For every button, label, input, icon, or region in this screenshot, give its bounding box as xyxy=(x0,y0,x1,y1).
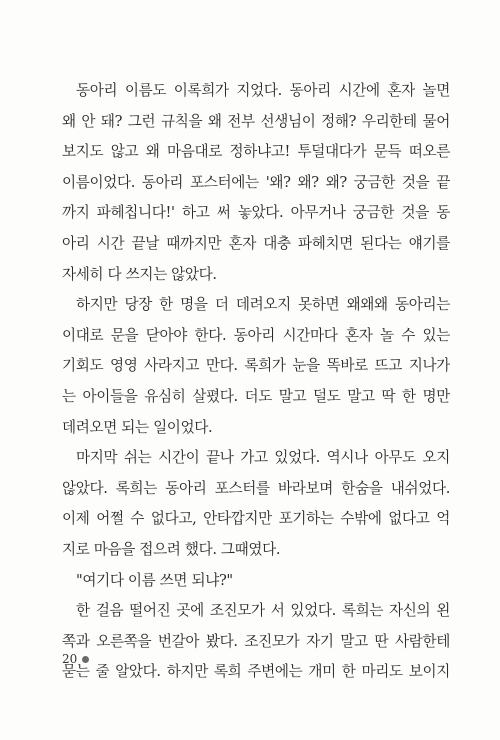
paragraph xyxy=(62,76,450,290)
text-line: 동아리 이름도 이록희가 지었다. 동아리 시간에 혼자 놀면 xyxy=(76,82,450,99)
dialogue-line: "여기다 이름 쓰면 되냐?" xyxy=(76,571,233,589)
page-number-label: 20 xyxy=(62,652,78,666)
text-line: 는 아이들을 유심히 살폈다. 더도 말고 덜도 말고 딱 한 명만 xyxy=(62,387,450,405)
text-line: 하지만 당장 한 명을 더 데려오지 못하면 왜왜왜 동아리는 xyxy=(76,296,450,314)
paragraph xyxy=(62,443,450,565)
text-line: 이름이었다. 동아리 포스터에는 '왜? 왜? 왜? 궁금한 것을 끝 xyxy=(62,173,450,191)
text-line: 자세히 다 쓰지는 않았다. xyxy=(62,265,217,283)
text-line: 이제 어쩔 수 없다고, 안타깝지만 포기하는 수밖에 없다고 억 xyxy=(62,510,450,528)
page-number xyxy=(62,652,89,666)
text-line: 한 걸음 떨어진 곳에 조진모가 서 있었다. 록희는 자신의 왼 xyxy=(76,602,450,620)
text-line: 이대로 문을 닫아야 한다. 동아리 시간마다 혼자 놀 수 있는 xyxy=(62,326,450,344)
text-line: 않았다. 록희는 동아리 포스터를 바라보며 한숨을 내쉬었다. xyxy=(62,479,450,497)
text-line: 마지막 쉬는 시간이 끝나 가고 있었다. 역시나 아무도 오지 xyxy=(76,449,450,467)
text-line: 데려오면 되는 일이었다. xyxy=(62,418,213,436)
text-line: 왜 안 돼? 그런 규칙을 왜 전부 선생님이 정해? 우리한테 물어 xyxy=(62,112,450,130)
paragraph xyxy=(62,290,450,443)
text-line: 묻는 줄 알았다. 하지만 록희 주변에는 개미 한 마리도 보이지 xyxy=(62,663,450,681)
text-line: 기회도 영영 사라지고 만다. 록희가 눈을 똑바로 뜨고 지나가 xyxy=(62,357,450,375)
text-line: 지로 마음을 접으려 했다. 그때였다. xyxy=(62,540,281,558)
text-line: 보지도 않고 왜 마음대로 정하냐고! 투덜대다가 문득 떠오른 xyxy=(62,143,450,161)
body-text xyxy=(62,76,450,688)
paragraph xyxy=(62,596,450,688)
text-line: 쪽과 오른쪽을 번갈아 봤다. 조진모가 자기 말고 딴 사람한테 xyxy=(62,632,450,650)
dialogue-paragraph xyxy=(62,566,450,597)
text-line: 아리 시간 끝날 때까지만 혼자 대충 파헤치면 된다는 얘기를 xyxy=(62,234,450,252)
bullet-dot-icon xyxy=(82,656,89,663)
text-line: 까지 파헤칩니다!' 하고 써 놓았다. 아무거나 궁금한 것을 동 xyxy=(62,204,450,222)
